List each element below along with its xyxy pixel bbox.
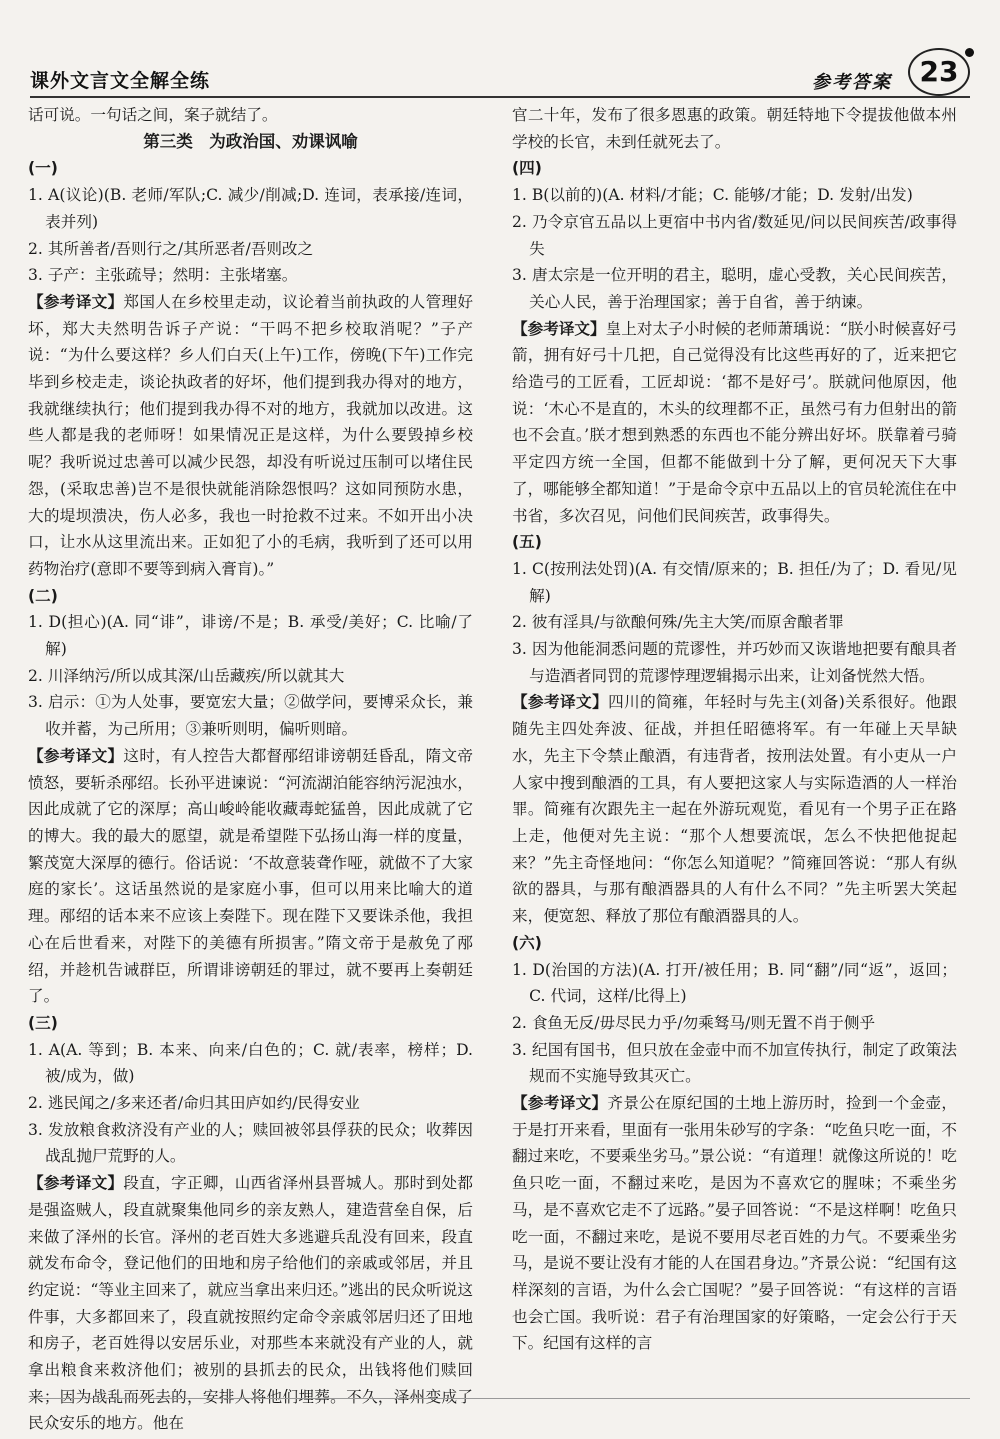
text-content: 2. 乃令京官五品以上更宿中书内省/数延见/问以民间疾苦/政事得失 <box>512 212 957 258</box>
answer-item <box>28 182 473 235</box>
answer-section-tag: 参考答案 <box>812 72 892 93</box>
section-heading <box>28 129 473 156</box>
text-content: 1. C(按刑法处罚)(A. 有交情/原来的；B. 担任/为了；D. 看见/见解) <box>512 559 957 605</box>
answer-item <box>512 556 957 609</box>
text-content: 3. 因为他能洞悉问题的荒谬性，并巧妙而又诙谐地把要有酿具者与造酒者同罚的荒谬悖理逻辑揭示出来，让刘备恍然大悟。 <box>512 640 957 685</box>
page-number: 23 <box>919 55 959 88</box>
text-content: (三) <box>28 1013 58 1032</box>
sub-heading <box>512 155 957 182</box>
answer-item <box>512 262 957 315</box>
text-content: 3. 发放粮食救济没有产业的人；赎回被邻县俘获的民众；收葬因战乱抛尸荒野的人。 <box>28 1120 473 1166</box>
book-title: 课外文言文全解全练 <box>30 70 211 92</box>
text-content: 3. 启示：①为人处事，要宽宏大量；②做学问，要博采众长，兼收并蓄，为己所用；③兼听则明，偏听则暗。 <box>28 693 473 739</box>
text-content: 皇上对太子小时候的老师萧瑀说：“朕小时候喜好弓箭，拥有好弓十几把，自己觉得没有比这些再好的了，近来把它给造弓的工匠看，工匠却说：‘都不是好弓’。朕就问他原因，他说：‘木心不是直的，木头的纹理都不正，虽然弓有力但射出的箭也不会直。’朕才想到熟悉的东西也不能分辨出好坏。朕靠着弓骑平定四方统一全国，但都不能做到十分了解，更何况天下大事了，哪能够全都知道！”于是命令京中五品以上的官员轮流住在中书省，多次召见，问他们民间疾苦，政事得失。 <box>512 319 957 525</box>
answer-item <box>512 182 957 209</box>
text-content: (六) <box>512 933 542 952</box>
badge-dot <box>965 48 974 57</box>
sub-heading <box>512 930 957 957</box>
footer-rule <box>30 1398 970 1399</box>
translation-paragraph <box>512 1090 957 1357</box>
text-content: 2. 逃民闻之/多来还者/命归其田庐如约/民得安业 <box>28 1094 360 1113</box>
sub-heading <box>28 155 473 182</box>
translation-paragraph <box>512 316 957 530</box>
translation-tag: 【参考译文】 <box>512 693 609 712</box>
text-content: 1. B(以前的)(A. 材料/才能；C. 能够/才能；D. 发射/出发) <box>512 186 913 205</box>
text-content: 官二十年，发布了很多恩惠的政策。朝廷特地下令提拔他做本州学校的长官，未到任就死去了。 <box>512 106 957 151</box>
answer-item <box>512 609 957 636</box>
translation-tag: 【参考译文】 <box>512 319 606 338</box>
text-content: 话可说。一句话之间，案子就结了。 <box>28 106 278 124</box>
answer-item <box>28 1090 473 1117</box>
sub-heading <box>28 583 473 610</box>
text-content: (五) <box>512 533 542 552</box>
sub-heading <box>512 529 957 556</box>
text-paragraph <box>28 102 473 129</box>
answer-item <box>512 636 957 689</box>
text-content: 1. A(议论)(B. 老师/军队;C. 减少/削减;D. 连词，表承接/连词，表并列) <box>28 186 473 231</box>
text-content: 3. 唐太宗是一位开明的君主，聪明，虚心受教，关心民间疾苦，关心人民，善于治理国家；善于自省，善于纳谏。 <box>512 266 957 311</box>
text-content: (四) <box>512 159 542 178</box>
text-paragraph <box>512 102 957 155</box>
answer-item <box>512 209 957 262</box>
page-header <box>30 48 970 96</box>
translation-tag: 【参考译文】 <box>28 1174 124 1193</box>
translation-tag: 【参考译文】 <box>28 292 124 311</box>
header-rule <box>30 96 970 98</box>
text-content: 段直，字正卿，山西省泽州县晋城人。那时到处都是强盗贼人，段直就聚集他同乡的亲友熟人，建造营垒自保，后来做了泽州的长官。泽州的老百姓大多逃避兵乱没有回来，段直就发布命令，登记他们的田地和房子给他们的亲戚或邻居，并且约定说：“等业主回来了，就应当拿出来归还。”逃出的民众听说这件事，大多都回来了，段直就按照约定命令亲戚邻居归还了田地和房子，老百姓得以安居乐业，对那些本来就没有产业的人，就拿出粮食来救济他们；被别的县抓去的民众，出钱将他们赎回来；因为战乱而死去的，安排人将他们埋葬。不久，泽州变成了民众安乐的地方。他在 <box>28 1174 473 1433</box>
text-content: 四川的简雍，年轻时与先主(刘备)关系很好。他跟随先主四处奔波、征战，并担任昭德将军。有一年碰上天旱缺水，先主下令禁止酿酒，有违背者，按刑法处置。有小吏从一户人家中搜到酿酒的工具，有人要把这家人与实际造酒的人一样治罪。简雍有次跟先主一起在外游玩观览，看见有一个男子正在路上走，他便对先主说：“那个人想要流氓，怎么不快把他捉起来？”先主奇怪地问：“你怎么知道呢？”简雍回答说：“那人有纵欲的器具，与那有酿酒器具的人有什么不同？”先主听罢大笑起来，便宽恕、释放了那位有酿酒器具的人。 <box>512 693 957 926</box>
text-content: 1. A(A. 等到；B. 本来、向来/白色的；C. 就/表率，榜样；D. 被/成为，做) <box>28 1040 473 1086</box>
answer-item <box>28 689 473 742</box>
text-content: 1. D(担心)(A. 同“诽”，诽谤/不是；B. 承受/美好；C. 比喻/了解) <box>28 613 473 659</box>
text-content: (一) <box>28 159 58 178</box>
left-column <box>28 102 473 1437</box>
page-number-badge <box>908 48 970 96</box>
answer-item <box>512 957 957 1010</box>
text-content: 齐景公在原纪国的土地上游历时，捡到一个金壶，于是打开来看，里面有一张用朱砂写的字条：“吃鱼只吃一面，不翻过来吃，不要乘坐劣马。”景公说：“有道理！就像这所说的！吃鱼只吃一面，不翻过来吃，是因为不喜欢它的腥味；不乘坐劣马，是不喜欢它走不了远路。”晏子回答说：“不是这样啊！吃鱼只吃一面，不翻过来吃，是说不要用尽老百姓的力气。不要乘坐劣马，是说不要让没有才能的人在国君身边。”齐景公说：“纪国有这样深刻的言语，为什么会亡国呢？”晏子回答说：“有这样的言语也会亡国。我听说：君子有治理国家的好策略，一定会公行于天下。纪国有这样的言 <box>512 1094 957 1353</box>
text-content: 2. 彼有淫具/与欲酿何殊/先主大笑/而原舍酿者罪 <box>512 613 844 632</box>
text-content: 1. D(治国的方法)(A. 打开/被任用；B. 同“翻”/同“返”，返回；C. 代词，这样/比得上) <box>512 960 957 1006</box>
text-content: 2. 食鱼无反/毋尽民力乎/勿乘驽马/则无置不肖于侧乎 <box>512 1013 876 1032</box>
answer-item <box>28 1117 473 1170</box>
translation-paragraph <box>28 289 473 583</box>
answer-item <box>512 1037 957 1090</box>
right-column <box>512 102 957 1357</box>
translation-tag: 【参考译文】 <box>512 1094 608 1113</box>
answer-item <box>28 1037 473 1090</box>
translation-tag: 【参考译文】 <box>28 746 124 765</box>
answer-item <box>512 1010 957 1037</box>
translation-paragraph <box>512 689 957 929</box>
translation-paragraph <box>28 743 473 1010</box>
text-content: 3. 子产：主张疏导；然明：主张堵塞。 <box>28 266 298 285</box>
text-content: 郑国人在乡校里走动，议论着当前执政的人管理好坏，郑大夫然明告诉子产说：“干吗不把乡校取消呢？”子产说：“为什么要这样？乡人们白天(上午)工作，傍晚(下午)工作完毕到乡校走走，谈论执政者的好坏，他们提到我办得对的地方，我就继续执行；他们提到我办得不对的地方，我就加以改进。这些人都是我的老师呀！如果情况正是这样，为什么要毁掉乡校呢？我听说过忠善可以减少民怨，却没有听说过压制可以堵住民怨，(采取忠善)岂不是很快就能消除怨恨吗？这如同预防水患，大的堤坝溃决，伤人必多，我也一时抢救不过来。不如开出小决口，让水从这里流出来。正如犯了小的毛病，我听到了还可以用药物治疗(意即不要等到病入膏肓)。” <box>28 292 473 578</box>
answer-item <box>28 609 473 662</box>
text-content: (二) <box>28 586 58 605</box>
text-content: 第三类 为政治国、劝课讽喻 <box>143 131 358 151</box>
text-content: 2. 其所善者/吾则行之/其所恶者/吾则改之 <box>28 239 314 258</box>
sub-heading <box>28 1010 473 1037</box>
answer-item <box>28 663 473 690</box>
answer-item <box>28 262 473 289</box>
text-content: 3. 纪国有国书，但只放在金壶中而不加宣传执行，制定了政策法规而不实施导致其灭亡。 <box>512 1040 957 1086</box>
text-content: 这时，有人控告大都督邴绍诽谤朝廷昏乱，隋文帝愤怒，要斩杀邴绍。长孙平进谏说：“河流湖泊能容纳污泥浊水，因此成就了它的深厚；高山峻岭能收藏毒蛇猛兽，因此成就了它的博大。我的最大的愿望，就是希望陛下弘扬山海一样的度量，繁茂宽大深厚的德行。俗话说：‘不故意装聋作哑，就做不了大家庭的家长’。这话虽然说的是家庭小事，但可以用来比喻大的道理。邴绍的话本来不应该上奏陛下。现在陛下又要诛杀他，我担心在后世看来，对陛下的美德有所损害。”隋文帝于是赦免了邴绍，并趁机告诫群臣，所谓诽谤朝廷的罪过，就不要再上奏朝廷了。 <box>28 746 473 1006</box>
text-content: 2. 川泽纳污/所以成其深/山岳藏疾/所以就其大 <box>28 666 345 685</box>
answer-item <box>28 236 473 263</box>
